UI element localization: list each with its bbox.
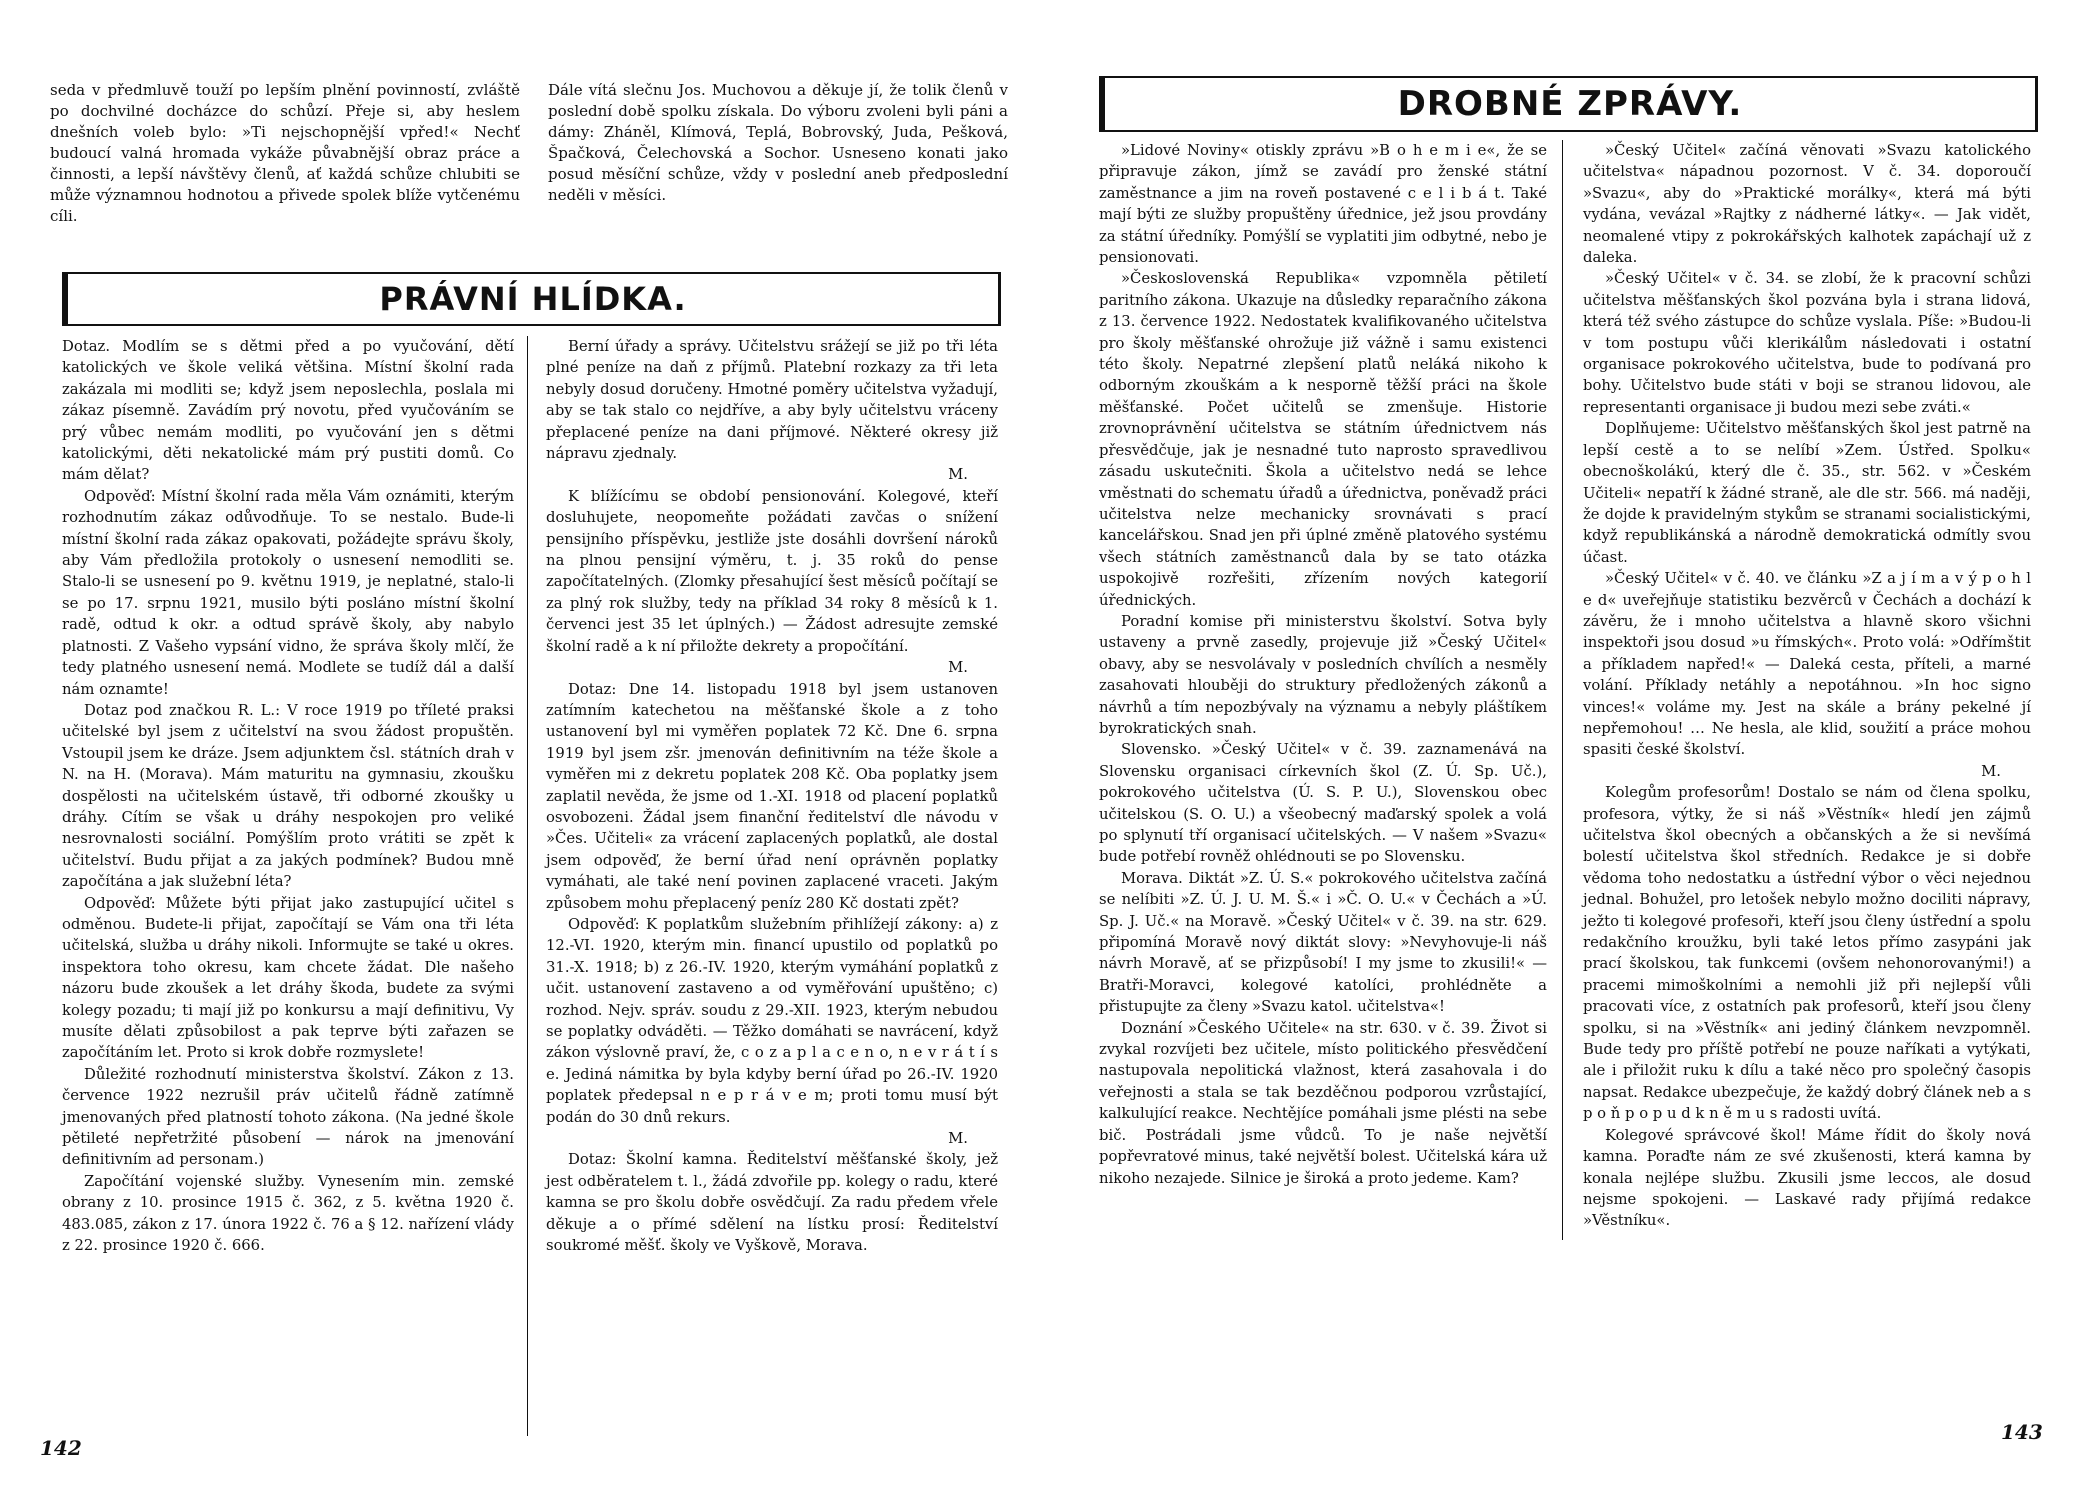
paragraph: »Lidové Noviny« otiskly zprávu »B o h e m i e«, že se připravuje zákon, jímž se zavádí pro ženské státní zaměstnance a jim na roveň postavené c e l i b á t. Také mají býti ze služby propuštěny úřednice, jež jsou provdány za státní úředníky. Pomýšlí se vyplatiti jim odbytné, nebo je pensionovati. <box>1099 142 1547 267</box>
paragraph: Odpověď: Místní školní rada měla Vám oznámiti, kterým rozhodnutím zákaz odůvodňuje. To se nestalo. Bude-li místní školní rada zákaz opakovati, požádejte správu školy, aby Vám předložila protokoly o usnesení nemodliti se. Stalo-li se usnesení po 9. květnu 1919, je neplatné, stalo-li se po 17. srpnu 1921, musilo býti posláno místní školní radě, odtud k okr. a odtud správě školy, aby nabylo platnosti. Z Vašeho vypsání vidno, že správa školy mlčí, že tedy platného usnesení nemá. Modlete se tudíž dál a další nám oznamte! <box>62 487 514 698</box>
paragraph: Dále vítá slečnu Jos. Muchovou a děkuje jí, že tolik členů v poslední době spolku získala. Do výboru zvoleni byli páni a dámy: Zháněl, Klímová, Teplá, Bobrovský, Juda, Pešková, Špačková, Čelechovská a Sochor. Usneseno konati jako posud měsíční schůze, vždy v poslední aneb předposlední neděli v měsíci. <box>548 81 1008 204</box>
paragraph: Dotaz: Dne 14. listopadu 1918 byl jsem ustanoven zatímním katechetou na měšťanské škole a z toho ustanovení byl mi vyměřen poplatek 72 Kč. Dne 6. srpna 1919 byl jsem zšr. jmenován definitivním na téže škole a vyměřen mi z dekretu poplatek 208 Kč. Oba poplatky jsem zaplatil nevěda, že jsme od 1.-XI. 1918 od placení poplatků osvobozeni. Žádal jsem finanční ředitelství dle návodu v »Čes. Učiteli« za vrácení zaplacených poplatků, ale dostal jsem odpověď, že berní úřad není oprávněn poplatky vymáhati, ale také není povinen zaplacené vraceti. Jakým způsobem mohu přeplacený peníz 280 Kč dostati zpět? <box>546 680 998 912</box>
paragraph: Dotaz: Školní kamna. Ředitelství měšťanské školy, jež jest odběratelem t. l., žádá zdvořile pp. kolegy o radu, které kamna se pro školu dobře osvědčují. Za radu předem vřele děkuje a o přímé sdělení na lístku prosí: Ředitelství soukromé měšť. školy ve Vyškově, Morava. <box>546 1151 998 1255</box>
paragraph: Dotaz pod značkou R. L.: V roce 1919 po tříleté praksi učitelské byl jsem z učitelství na svou žádost propuštěn. Vstoupil jsem ke dráze. Jsem adjunktem čsl. státních drah v N. na H. (Morava). Mám maturitu na gymnasiu, zkoušku dospělosti na učitelském ústavě, tři odborné zkoušky u dráhy. Cítím se však u dráhy nespokojen pro veliké nesrovnalosti sociální. Pomýšlím proto vrátiti se zpět k učitelství. Budu přijat a za jakých podmínek? Budou mně započítána a jak služební léta? <box>62 701 514 891</box>
paragraph: Dotaz. Modlím se s dětmi před a po vyučování, dětí katolických ve škole veliká většina. Místní školní rada zakázala mi modliti se; když jsem neposlechla, poslala mi zákaz písemně. Zavádím prý novotu, před vyučováním se prý vůbec nemám modliti, po vyučování jen s dětmi katolickými, děti nekatolické mám prý pustiti domů. Co mám dělat? <box>62 338 514 484</box>
paragraph: K blížícímu se období pensionování. Kolegové, kteří dosluhujete, neopomeňte požádati zavčas o snížení pensijního příspěvku, jestliže jste dosáhli dovršení nároků na plnou pensijní výměru, t. j. 35 roků do pense započítatelných. (Zlomky přesahující šest měsíců počítají se za plný rok služby, tedy na příklad 34 roky 8 měsíců k 1. červenci jest 35 let úplných.) — Žádost adresujte zemské školní radě a k ní přiložte dekrety a propočítání. <box>546 487 998 655</box>
paragraph: »Český Učitel« v č. 34. se zlobí, že k pracovní schůzi učitelstva měšťanských škol pozvána byla i strana lidová, která též svého zástupce do schůze vyslala. Píše: »Budou-li v tom postupu vůči klerikálům následovati i ostatní organisace pokrokového učitelstva, bude to podívaná pro bohy. Učitelstvo bude státi v boji se stranou lidovou, ale representanti organisace ji budou mezi sebe zváti.« <box>1583 270 2031 416</box>
section-heading-box <box>62 272 1001 326</box>
paragraph: Odpověď: Můžete býti přijat jako zastupující učitel s odměnou. Budete-li přijat, započítají se Vám ona tři léta učitelská, služba u dráhy nikoli. Informujte se také u okres. inspektora toho okresu, kam chcete žádat. Dle našeho názoru bude zkoušek a let dráhy škoda, budete za svými kolegy pozadu; ti mají již po konkursu a mají definitivu, Vy musíte dělati způsobilost a pak teprve býti zařazen se započítáním let. Proto si krok dobře rozmyslete! <box>62 894 514 1062</box>
paragraph: »Český Učitel« začíná věnovati »Svazu katolického učitelstva« nápadnou pozornost. V č. 34. doporoučí »Svazu«, aby do »Praktické morálky«, která má býti vydána, vevázal »Rajtky z nádherné látky«. — Jak vidět, neomalené vtipy z pokrokářských kalhotek zapáchají už z daleka. <box>1583 142 2031 267</box>
column-divider <box>527 336 528 1436</box>
paragraph: »Československá Republika« vzpomněla pětiletí paritního zákona. Ukazuje na důsledky reparačního zákona z 13. července 1922. Nedostatek kvalifikovaného učitelstva pro školy měšťanské ohrožuje již vážně i samu existenci této školy. Nepatrné zlepšení platů neláká nikoho k odborným zkouškám a k nesporně těžší práci na škole měšťanské. Počet učitelů se zmenšuje. Historie zrovnoprávnění učitelstva se státním úřednictvem nás přesvědčuje, jak je nesnadné tuto naprosto spravedlivou zásadu uskutečniti. Škola a učitelstvo nedá se lehce vměstnati do schematu úřadů a úřednictva, poněvadž práci učitelstva nelze mechanicky srovnávati s prací kancelářskou. Snad jen při úplné změně platového systému všech státních zaměstnanců dala by se tato otázka uspokojivě rozřešiti, zřízením nových kategorií úřednických. <box>1099 270 1547 609</box>
left-column-1 <box>62 336 514 1256</box>
section-heading: PRÁVNÍ HLÍDKA. <box>379 280 687 318</box>
signature: M. <box>948 466 968 484</box>
page-number: 143 <box>2001 1420 2043 1444</box>
signature: M. <box>1981 762 2001 780</box>
paragraph: Berní úřady a správy. Učitelstvu srážejí se již po tři léta plné peníze na daň z příjmů. Platební rozkazy za tři leta nebyly dosud doručeny. Hmotné poměry učitelstva vyžadují, aby se tak stalo co nejdříve, a aby byly učitelstvu vráceny přeplacené peníze na dani příjmové. Některé okresy již nápravu zjednaly. <box>546 338 998 463</box>
right-column-1 <box>1099 140 1547 1189</box>
section-heading-box <box>1099 76 2038 132</box>
paragraph: Morava. Diktát »Z. Ú. S.« pokrokového učitelstva začíná se nelíbiti »Z. Ú. J. U. M. Š.« i »Č. O. U.« v Čechách a »Ú. Sp. J. Uč.« na Moravě. »Český Učitel« v č. 39. na str. 629. připomíná Moravě nový diktát slovy: »Nevyhovuje-li náš návrh Moravě, ať se přizpůsobí! I my jsme to zkusili!« — Bratři-Moravci, kolegové katolíci, prohlédněte a přistupujte za členy »Svazu katol. učitelstva«! <box>1099 869 1547 1016</box>
paragraph: Doznání »Českého Učitele« na str. 630. v č. 39. Život si zvykal rozvíjeti bez učitele, místo politického přesvědčení nastupovala nepolitická vlažnost, která zasahovala i do veřejnosti a stala se tak bezděčnou podporou vzrůstající, kalkulující reakce. Nechtějíce pomáhali jsme plésti na sebe bič. Postrádali jsme vůdců. To je naše největší popřevratové minus, také největší bolest. Učitelská kára už nikoho nezajede. Silnice je široká a proto jedeme. Kam? <box>1099 1019 1547 1187</box>
right-column-2 <box>1583 140 2031 1232</box>
left-column-2 <box>546 336 998 1256</box>
paragraph: Slovensko. »Český Učitel« v č. 39. zaznamenává na Slovensku organisaci církevních škol (Z. Ú. Sp. Uč.), pokrokového učitelstva (Ú. S. P. U.), Slovenskou obec učitelskou (S. O. U.) a všeobecný maďarský spolek a volá po splynutí tří organisací učitelských. — V našem »Svazu« bude potřebí rovněž ohlédnouti se po Slovensku. <box>1099 741 1547 866</box>
signature: M. <box>948 659 968 677</box>
paragraph: Poradní komise při ministerstvu školství. Sotva byly ustaveny a prvně zasedly, projevuje již »Český Učitel« obavy, aby se nesvolávaly v posledních chvílích a nesměly zasahovati hlouběji do struktury předložených zákonů a návrhů a tím nepozbývaly na významu a nebyly pláštíkem byrokratických snah. <box>1099 612 1547 737</box>
paragraph: Důležité rozhodnutí ministerstva školství. Zákon z 13. července 1922 nezrušil práv učitelů řádně zatímně jmenovaných před platností tohoto zákona. (Na jedné škole pětileté nepřetržité působení — nárok na jmenování definitivním ad personam.) <box>62 1065 514 1169</box>
section-heading: DROBNÉ ZPRÁVY. <box>1397 84 1743 124</box>
left-top-column-2 <box>548 80 1008 206</box>
paragraph: Doplňujeme: Učitelstvo měšťanských škol jest patrně na lepší cestě a to se nelíbí »Zem. Ústřed. Spolku« obecnoškolákú, který dle č. 35., str. 562. v »Českém Učiteli« nepatří k žádné straně, ale dle str. 566. má naději, že dojde k pravidelným stykům se stranami socialistickými, když republikánská a národně demokratická odmítly svou účast. <box>1583 420 2031 566</box>
signature: M. <box>948 1130 968 1148</box>
left-top-column-1 <box>50 80 520 227</box>
page-number: 142 <box>40 1436 82 1460</box>
paragraph: Započítání vojenské služby. Vynesením min. zemské obrany z 10. prosince 1915 č. 362, z 5. května 1920 č. 483.085, zákon z 17. února 1922 č. 76 a § 12. nařízení vlády z 22. prosince 1920 č. 666. <box>62 1172 514 1255</box>
column-divider <box>1562 140 1563 1240</box>
paragraph: »Český Učitel« v č. 40. ve článku »Z a j í m a v ý p o h l e d« uveřejňuje statistiku bezvěrců v Čechách a dochází k závěru, že i mnoho učitelstva a hlavně skoro všichni inspektoři jsou dosud »u římských«. Proto volá: »Odřímštit a příkladem napřed!« — Daleká cesta, příteli, a marné volání. Příklady netáhly a nepotáhnou. »In hoc signo vinces!« voláme my. Jest na skále a brány pekelné jí nepřemohou! … Ne hesla, ale klid, soužití a práce mohou spasiti české školství. <box>1583 570 2031 759</box>
paragraph: Odpověď: K poplatkům služebním přihlížejí zákony: a) z 12.-VI. 1920, kterým min. financí upustilo od poplatků po 31.-X. 1918; b) z 26.-IV. 1920, kterým vymáhání poplatků z učit. ustanovení zastaveno a od vyměřování upuštěno; c) rozhod. Nejv. správ. soudu z 29.-XII. 1923, kterým nebudou se poplatky odváděti. — Těžko domáhati se navrácení, když zákon výslovně praví, že, c o z a p l a c e n o, n e v r á t í s e. Jediná námitka by byla kdyby berní úřad po 26.-IV. 1920 poplatek předepsal n e p r á v e m; proti tomu musí být podán do 30 dnů rekurs. <box>546 915 998 1126</box>
paragraph: seda v předmluvě touží po lepším plnění povinností, zvláště po dochvilné docházce do schůzí. Přeje si, aby heslem dnešních voleb bylo: »Ti nejschopnější vpřed!« Nechť budoucí valná hromada vykáže půvabnější obraz práce a činnosti, a lepší návštěvy členů, ať každá schůze chlubiti se může významnou hodnotou a přivede spolek blíže vytčenému cíli. <box>50 81 520 225</box>
paragraph: Kolegům profesorům! Dostalo se nám od člena spolku, profesora, výtky, že si náš »Věstník« hledí jen zájmů učitelstva škol obecných a občanských a že si nevšímá bolestí učitelstva škol středních. Redakce je si dobře vědoma toho nedostatku a ústřední výbor o věci nejednou jednal. Bohužel, pro letošek nebylo možno dociliti nápravy, ježto ti kolegové profesoři, kteří jsou členy ústřední a spolu redakčního kroužku, byli také letos přímo zasypáni jak prací školskou, tak funkcemi (ovšem nehonorovanými!) a pracemi mimoškolními a nemohli již při nejlepší vůli pracovati více, z ostatních pak profesorů, kteří jsou členy spolku, si na »Věstník« ani jediný článkem nevzpomněl. Bude tedy pro příště potřebí ne pouze naříkati a vytýkati, ale i přiložit ruku k dílu a také něco pro společný časopis napsat. Redakce ubezpečuje, že každý dobrý článek neb a s p o ň p o p u d k n ě m u s radosti uvítá. <box>1583 784 2031 1123</box>
right-page <box>1043 0 2086 1500</box>
paragraph: Kolegové správcové škol! Máme řídit do školy nová kamna. Poraďte nám ze své zkušenosti, která kamna by konala nejlépe službu. Zkusili jsme leccos, ale dosud nejsme spokojeni. — Laskavé rady přijímá redakce »Věstníku«. <box>1583 1126 2031 1230</box>
